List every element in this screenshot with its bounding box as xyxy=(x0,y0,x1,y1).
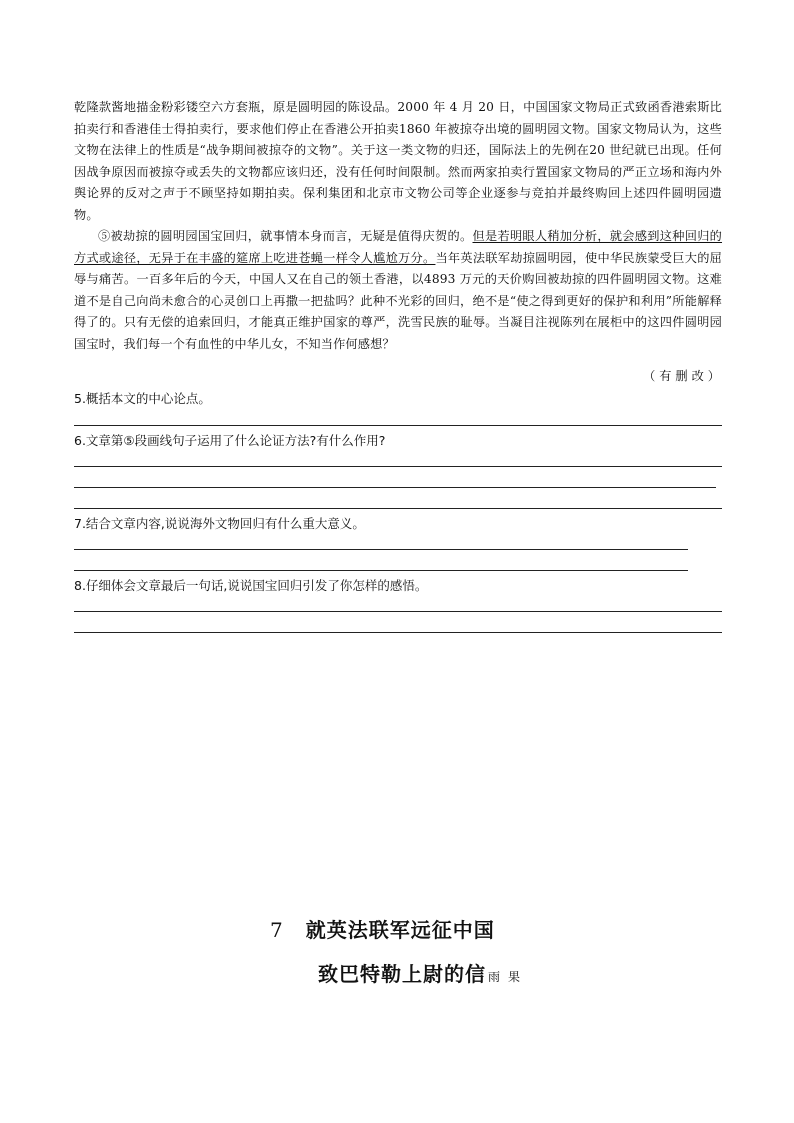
question-5: 5.概括本文的中心论点。 xyxy=(74,391,211,406)
answer-line-6-2[interactable] xyxy=(74,487,716,488)
paragraph-5-rest: 当年英法联军劫掠圆明园，使中华民族蒙受巨大的屈辱与痛苦。一百多年后的今天，中国人又在自己的领土香港，以4893 万元的天价购回被劫掠的四件圆明园文物。这难道不是自己向尚未愈合的心灵创口上再撒一把盐吗？此种不光彩的回归，绝不是“使之得到更好的保护和利用”所能解释得了的。只有无偿的追索回归，才能真正维护国家的尊严，洗雪民族的耻辱。当凝目注视陈列在展柜中的这四件圆明园国宝时，我们每一个有血性的中华儿女，不知当作何感想？ xyxy=(74,250,722,351)
paragraph-5-opening: ⑤被劫掠的圆明园国宝回归，就事情本身而言，无疑是值得庆贺的。 xyxy=(98,229,473,243)
reading-passage xyxy=(74,97,722,355)
answer-line-8-1[interactable] xyxy=(74,611,722,612)
answer-line-6-1[interactable] xyxy=(74,466,722,467)
passage-paragraph-5 xyxy=(74,226,722,355)
question-8: 8.仔细体会文章最后一句话,说说国宝回归引发了你怎样的感悟。 xyxy=(74,578,428,593)
lesson-title-line-1 xyxy=(270,914,495,943)
passage-paragraph-4: 乾隆款酱地描金粉彩镂空六方套瓶，原是圆明园的陈设品。2000 年 4 月 20 日，中国国家文物局正式致函香港索斯比拍卖行和香港佳士得拍卖行，要求他们停止在香港公开拍卖1860 年被掠夺出境的圆明园文物。国家文物局认为，这些文物在法律上的性质是“战争期间被掠夺的文物”。关于这一类文物的归还，国际法上的先例在20 世纪就已出现。任何因战争原因而被掠夺或丢失的文物都应该归还，没有任何时间限制。然而两家拍卖行置国家文物局的严正立场和海内外舆论界的反对之声于不顾坚持如期拍卖。保利集团和北京市文物公司等企业逐参与竞拍并最终购回上述四件圆明园遗物。 xyxy=(74,100,722,222)
source-note: （有删改） xyxy=(643,369,724,383)
lesson-author: 雨果 xyxy=(488,970,529,984)
underlined-sentence: 但是若明眼人稍加分析，就会感到这种回归的方式或途径，无异于在丰盛的筵席上吃进苍蝇一样令人尴尬万分。 xyxy=(74,229,723,265)
answer-line-5-1[interactable] xyxy=(74,425,722,426)
answer-line-6-3[interactable] xyxy=(74,508,722,509)
lesson-title-2: 致巴特勒上尉的信 xyxy=(318,962,486,986)
lesson-number: 7 xyxy=(270,918,284,942)
question-7: 7.结合文章内容,说说海外文物回归有什么重大意义。 xyxy=(74,516,365,531)
question-6: 6.文章第⑤段画线句子运用了什么论证方法?有什么作用? xyxy=(74,433,386,448)
answer-line-7-1[interactable] xyxy=(74,549,688,550)
lesson-title-line-2 xyxy=(318,958,528,987)
answer-line-7-2[interactable] xyxy=(74,570,688,571)
answer-line-8-2[interactable] xyxy=(74,632,722,633)
lesson-title-1: 就英法联军远征中国 xyxy=(305,918,495,942)
